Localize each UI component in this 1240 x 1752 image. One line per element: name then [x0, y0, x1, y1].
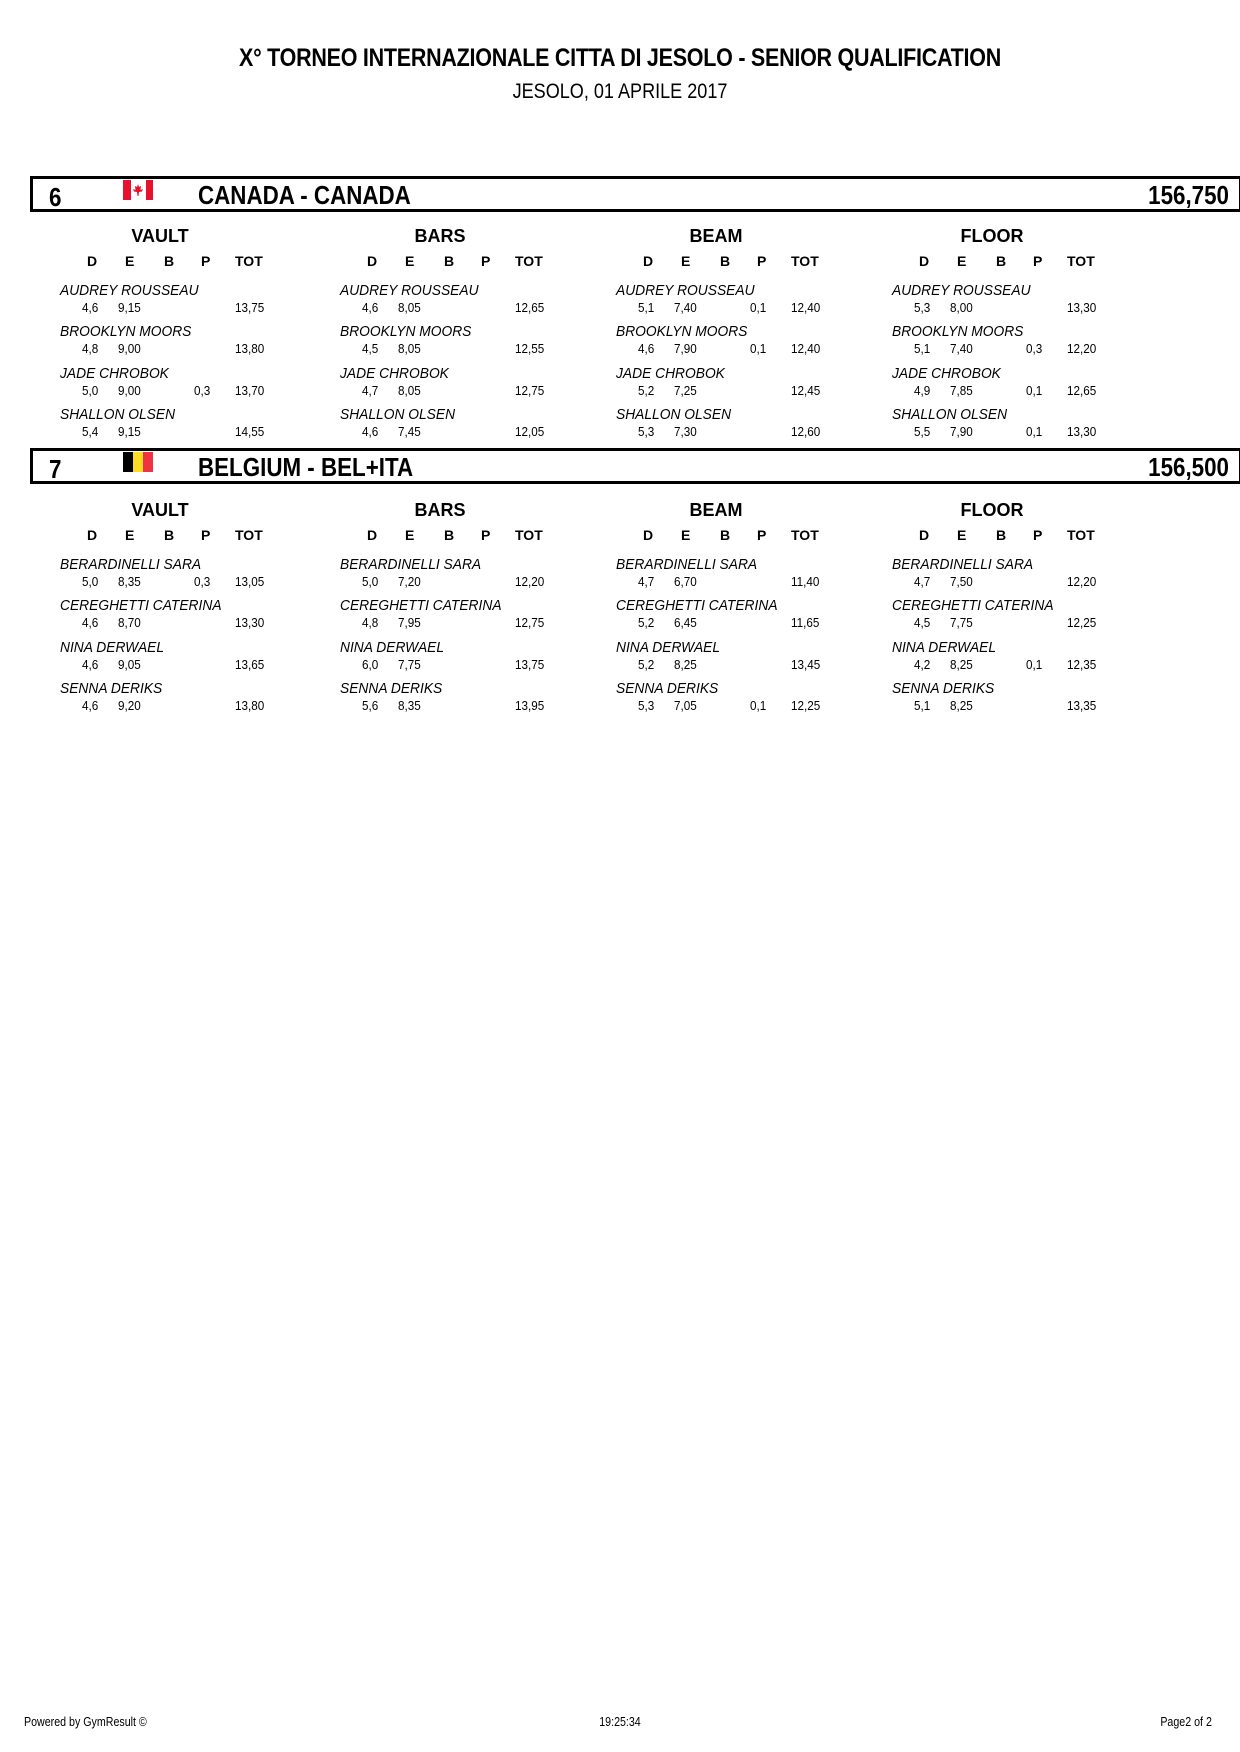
athlete-row — [616, 365, 876, 405]
column-header-e: E — [125, 527, 135, 543]
athlete-scores — [340, 341, 600, 357]
athlete-row — [60, 639, 320, 679]
score-tot: 13,75 — [515, 657, 545, 672]
athlete-name: AUDREY ROUSSEAU — [892, 282, 1031, 299]
athlete-scores — [616, 574, 876, 590]
athlete-scores — [60, 341, 320, 357]
score-tot: 13,80 — [235, 698, 265, 713]
score-d: 5,3 — [638, 698, 655, 713]
athlete-scores — [60, 424, 320, 440]
athlete-name: CEREGHETTI CATERINA — [60, 597, 222, 614]
score-e: 7,25 — [674, 383, 697, 398]
athlete-scores — [340, 657, 600, 673]
athlete-scores — [340, 574, 600, 590]
athlete-scores — [340, 383, 600, 399]
score-e: 9,00 — [118, 383, 141, 398]
column-header-tot: TOT — [1067, 527, 1095, 543]
athlete-row — [892, 406, 1152, 446]
column-header-d: D — [919, 253, 930, 269]
athlete-name: BROOKLYN MOORS — [340, 323, 472, 340]
athlete-name: SENNA DERIKS — [892, 680, 995, 697]
score-d: 4,8 — [362, 615, 379, 630]
apparatus-title: BARS — [414, 226, 466, 246]
score-tot: 13,30 — [1067, 300, 1097, 315]
footer-page-number: Page2 of 2 — [1160, 1714, 1212, 1729]
score-d: 5,1 — [638, 300, 655, 315]
document-subtitle: JESOLO, 01 APRILE 2017 — [512, 80, 728, 103]
score-column-headers — [60, 253, 320, 269]
column-header-p: P — [1033, 527, 1043, 543]
athlete-row — [892, 323, 1152, 363]
score-d: 5,2 — [638, 657, 655, 672]
athlete-scores — [616, 341, 876, 357]
score-e: 6,70 — [674, 574, 697, 589]
column-header-tot: TOT — [515, 527, 543, 543]
column-header-b: B — [996, 527, 1007, 543]
athlete-row — [60, 597, 320, 637]
column-header-b: B — [444, 527, 455, 543]
athlete-name: BROOKLYN MOORS — [60, 323, 192, 340]
athlete-row — [616, 639, 876, 679]
athlete-name: SENNA DERIKS — [616, 680, 719, 697]
column-header-p: P — [757, 253, 767, 269]
athlete-row — [60, 323, 320, 363]
athlete-name: AUDREY ROUSSEAU — [340, 282, 479, 299]
athlete-row — [892, 639, 1152, 679]
column-header-tot: TOT — [235, 253, 263, 269]
score-tot: 13,05 — [235, 574, 265, 589]
score-tot: 12,20 — [1067, 341, 1097, 356]
athlete-name: JADE CHROBOK — [60, 365, 169, 382]
athlete-row — [616, 556, 876, 596]
apparatus-title: FLOOR — [960, 500, 1024, 520]
score-tot: 14,55 — [235, 424, 265, 439]
athlete-scores — [892, 341, 1152, 357]
column-header-d: D — [643, 253, 654, 269]
athlete-scores — [892, 300, 1152, 316]
athlete-name: BROOKLYN MOORS — [892, 323, 1024, 340]
column-header-e: E — [681, 527, 691, 543]
column-header-e: E — [125, 253, 135, 269]
score-d: 5,2 — [638, 615, 655, 630]
column-header-b: B — [720, 253, 731, 269]
athlete-scores — [60, 383, 320, 399]
score-e: 7,45 — [398, 424, 421, 439]
footer-time: 19:25:34 — [599, 1714, 641, 1729]
score-tot: 13,35 — [1067, 698, 1097, 713]
score-d: 4,6 — [362, 424, 379, 439]
score-e: 8,70 — [118, 615, 141, 630]
athlete-name: BERARDINELLI SARA — [60, 556, 202, 573]
belgium-flag-icon — [123, 452, 153, 472]
athlete-scores — [340, 615, 600, 631]
athlete-name: NINA DERWAEL — [60, 639, 165, 656]
athlete-scores — [60, 657, 320, 673]
score-d: 5,4 — [82, 424, 99, 439]
score-p: 0,1 — [1026, 424, 1043, 439]
score-e: 8,35 — [398, 698, 421, 713]
athlete-name: SENNA DERIKS — [60, 680, 163, 697]
athlete-row — [892, 597, 1152, 637]
athlete-name: SENNA DERIKS — [340, 680, 443, 697]
score-e: 9,05 — [118, 657, 141, 672]
score-tot: 11,65 — [791, 615, 820, 630]
athlete-row — [616, 680, 876, 720]
score-d: 4,2 — [914, 657, 931, 672]
score-column-headers — [892, 253, 1152, 269]
score-e: 7,75 — [950, 615, 973, 630]
apparatus-title: BARS — [414, 500, 466, 520]
apparatus-title: BEAM — [689, 226, 743, 246]
athlete-name: BERARDINELLI SARA — [616, 556, 758, 573]
score-p: 0,1 — [1026, 657, 1043, 672]
athlete-name: SHALLON OLSEN — [892, 406, 1008, 423]
score-d: 5,0 — [82, 574, 99, 589]
score-e: 7,85 — [950, 383, 973, 398]
athlete-row — [616, 323, 876, 363]
column-header-d: D — [367, 527, 378, 543]
score-d: 5,1 — [914, 698, 931, 713]
athlete-row — [616, 406, 876, 446]
column-header-e: E — [405, 253, 415, 269]
athlete-row — [892, 680, 1152, 720]
column-header-d: D — [367, 253, 378, 269]
column-header-p: P — [1033, 253, 1043, 269]
score-e: 6,45 — [674, 615, 697, 630]
athlete-scores — [340, 424, 600, 440]
score-column-headers — [616, 253, 876, 269]
apparatus-title: VAULT — [131, 500, 189, 520]
athlete-row — [340, 680, 600, 720]
score-tot: 12,20 — [515, 574, 545, 589]
athlete-name: JADE CHROBOK — [892, 365, 1001, 382]
athlete-name: NINA DERWAEL — [616, 639, 721, 656]
score-tot: 12,60 — [791, 424, 821, 439]
score-tot: 12,25 — [791, 698, 821, 713]
column-header-e: E — [957, 253, 967, 269]
apparatus-title: VAULT — [131, 226, 189, 246]
column-header-tot: TOT — [235, 527, 263, 543]
score-tot: 12,75 — [515, 383, 545, 398]
score-e: 7,90 — [950, 424, 973, 439]
athlete-name: AUDREY ROUSSEAU — [616, 282, 755, 299]
score-d: 4,5 — [362, 341, 379, 356]
athlete-scores — [60, 300, 320, 316]
score-d: 4,6 — [82, 300, 99, 315]
score-e: 8,35 — [118, 574, 141, 589]
athlete-name: JADE CHROBOK — [616, 365, 725, 382]
column-header-d: D — [919, 527, 930, 543]
score-tot: 12,05 — [515, 424, 545, 439]
athlete-scores — [892, 424, 1152, 440]
score-d: 5,3 — [914, 300, 931, 315]
footer-powered-by: Powered by GymResult © — [24, 1714, 147, 1729]
score-e: 7,30 — [674, 424, 697, 439]
athlete-name: SHALLON OLSEN — [340, 406, 456, 423]
athlete-row — [60, 365, 320, 405]
score-p: 0,1 — [750, 300, 767, 315]
team-rank: 6 — [49, 182, 62, 212]
score-e: 7,95 — [398, 615, 421, 630]
score-tot: 12,65 — [515, 300, 545, 315]
apparatus-title: FLOOR — [960, 226, 1024, 246]
athlete-row — [60, 556, 320, 596]
score-e: 8,25 — [950, 657, 973, 672]
column-header-tot: TOT — [791, 527, 819, 543]
athlete-row — [340, 365, 600, 405]
column-header-b: B — [444, 253, 455, 269]
score-p: 0,1 — [750, 698, 767, 713]
score-e: 7,50 — [950, 574, 973, 589]
score-e: 8,25 — [674, 657, 697, 672]
athlete-scores — [616, 383, 876, 399]
column-header-tot: TOT — [1067, 253, 1095, 269]
score-e: 9,15 — [118, 300, 141, 315]
athlete-row — [892, 282, 1152, 322]
score-tot: 11,40 — [791, 574, 820, 589]
column-header-p: P — [481, 253, 491, 269]
score-p: 0,1 — [1026, 383, 1043, 398]
athlete-scores — [616, 424, 876, 440]
athlete-scores — [60, 698, 320, 714]
athlete-row — [60, 680, 320, 720]
score-p: 0,3 — [194, 383, 211, 398]
athlete-name: SHALLON OLSEN — [616, 406, 732, 423]
athlete-row — [340, 556, 600, 596]
score-column-headers — [892, 527, 1152, 543]
canada-flag-icon — [123, 180, 153, 200]
column-header-e: E — [681, 253, 691, 269]
athlete-name: AUDREY ROUSSEAU — [60, 282, 199, 299]
score-p: 0,3 — [194, 574, 211, 589]
score-d: 4,7 — [914, 574, 931, 589]
athlete-name: BERARDINELLI SARA — [340, 556, 482, 573]
score-tot: 13,80 — [235, 341, 265, 356]
athlete-name: CEREGHETTI CATERINA — [340, 597, 502, 614]
athlete-name: JADE CHROBOK — [340, 365, 449, 382]
score-p: 0,1 — [750, 341, 767, 356]
score-d: 4,6 — [638, 341, 655, 356]
score-d: 4,8 — [82, 341, 99, 356]
score-d: 4,6 — [362, 300, 379, 315]
score-d: 4,5 — [914, 615, 931, 630]
athlete-scores — [616, 698, 876, 714]
score-e: 8,25 — [950, 698, 973, 713]
score-p: 0,3 — [1026, 341, 1043, 356]
athlete-row — [340, 406, 600, 446]
score-d: 5,2 — [638, 383, 655, 398]
athlete-row — [60, 282, 320, 322]
score-d: 4,9 — [914, 383, 931, 398]
athlete-name: CEREGHETTI CATERINA — [892, 597, 1054, 614]
column-header-d: D — [87, 253, 98, 269]
score-tot: 12,25 — [1067, 615, 1097, 630]
apparatus-title: BEAM — [689, 500, 743, 520]
team-section — [30, 448, 1240, 713]
athlete-scores — [60, 574, 320, 590]
score-d: 5,1 — [914, 341, 931, 356]
athlete-scores — [616, 300, 876, 316]
score-tot: 13,30 — [235, 615, 265, 630]
column-header-p: P — [757, 527, 767, 543]
column-header-b: B — [164, 527, 175, 543]
team-total-score: 156,500 — [1148, 452, 1229, 482]
athlete-row — [60, 406, 320, 446]
athlete-name: BERARDINELLI SARA — [892, 556, 1034, 573]
athlete-name: NINA DERWAEL — [892, 639, 997, 656]
score-d: 4,7 — [638, 574, 655, 589]
score-d: 4,6 — [82, 615, 99, 630]
athlete-name: NINA DERWAEL — [340, 639, 445, 656]
score-tot: 12,65 — [1067, 383, 1097, 398]
score-tot: 13,65 — [235, 657, 265, 672]
score-tot: 12,40 — [791, 300, 821, 315]
score-e: 7,40 — [950, 341, 973, 356]
athlete-row — [340, 597, 600, 637]
score-column-headers — [340, 253, 600, 269]
team-name: CANADA - CANADA — [198, 180, 411, 210]
athlete-scores — [892, 383, 1152, 399]
team-total-score: 156,750 — [1148, 180, 1229, 210]
athlete-row — [616, 282, 876, 322]
athlete-name: CEREGHETTI CATERINA — [616, 597, 778, 614]
column-header-p: P — [201, 527, 211, 543]
score-e: 8,00 — [950, 300, 973, 315]
team-header-bar — [30, 448, 1240, 484]
score-d: 4,6 — [82, 698, 99, 713]
score-d: 4,6 — [82, 657, 99, 672]
athlete-name: SHALLON OLSEN — [60, 406, 176, 423]
team-header-bar — [30, 176, 1240, 212]
column-header-tot: TOT — [791, 253, 819, 269]
athlete-scores — [340, 300, 600, 316]
score-column-headers — [616, 527, 876, 543]
athlete-scores — [892, 698, 1152, 714]
score-e: 9,00 — [118, 341, 141, 356]
score-tot: 13,45 — [791, 657, 821, 672]
score-e: 8,05 — [398, 341, 421, 356]
team-name: BELGIUM - BEL+ITA — [198, 452, 414, 482]
team-section — [30, 176, 1240, 439]
document-title: X° TORNEO INTERNAZIONALE CITTA DI JESOLO - SENIOR QUALIFICATION — [239, 44, 1001, 72]
athlete-row — [892, 365, 1152, 405]
score-column-headers — [340, 527, 600, 543]
column-header-d: D — [643, 527, 654, 543]
athlete-scores — [60, 615, 320, 631]
score-tot: 13,70 — [235, 383, 265, 398]
score-e: 9,15 — [118, 424, 141, 439]
score-e: 8,05 — [398, 300, 421, 315]
score-e: 8,05 — [398, 383, 421, 398]
score-d: 5,6 — [362, 698, 379, 713]
athlete-row — [892, 556, 1152, 596]
score-tot: 13,95 — [515, 698, 545, 713]
score-tot: 12,35 — [1067, 657, 1097, 672]
score-d: 5,0 — [82, 383, 99, 398]
score-e: 7,05 — [674, 698, 697, 713]
score-d: 5,0 — [362, 574, 379, 589]
column-header-e: E — [957, 527, 967, 543]
athlete-row — [340, 323, 600, 363]
score-tot: 12,40 — [791, 341, 821, 356]
score-tot: 12,55 — [515, 341, 545, 356]
column-header-e: E — [405, 527, 415, 543]
column-header-d: D — [87, 527, 98, 543]
athlete-scores — [616, 615, 876, 631]
athlete-name: BROOKLYN MOORS — [616, 323, 748, 340]
score-d: 4,7 — [362, 383, 379, 398]
column-header-b: B — [996, 253, 1007, 269]
athlete-scores — [892, 574, 1152, 590]
column-header-b: B — [164, 253, 175, 269]
score-tot: 13,30 — [1067, 424, 1097, 439]
column-header-p: P — [201, 253, 211, 269]
score-column-headers — [60, 527, 320, 543]
athlete-scores — [892, 657, 1152, 673]
score-d: 5,5 — [914, 424, 931, 439]
score-tot: 12,75 — [515, 615, 545, 630]
score-e: 7,40 — [674, 300, 697, 315]
score-d: 5,3 — [638, 424, 655, 439]
score-tot: 12,45 — [791, 383, 821, 398]
score-tot: 12,20 — [1067, 574, 1097, 589]
athlete-scores — [892, 615, 1152, 631]
athlete-scores — [340, 698, 600, 714]
athlete-row — [340, 639, 600, 679]
score-e: 7,75 — [398, 657, 421, 672]
score-tot: 13,75 — [235, 300, 265, 315]
score-e: 7,90 — [674, 341, 697, 356]
score-d: 6,0 — [362, 657, 379, 672]
column-header-tot: TOT — [515, 253, 543, 269]
score-e: 7,20 — [398, 574, 421, 589]
athlete-row — [616, 597, 876, 637]
athlete-scores — [616, 657, 876, 673]
team-rank: 7 — [49, 454, 62, 484]
column-header-p: P — [481, 527, 491, 543]
athlete-row — [340, 282, 600, 322]
score-e: 9,20 — [118, 698, 141, 713]
column-header-b: B — [720, 527, 731, 543]
